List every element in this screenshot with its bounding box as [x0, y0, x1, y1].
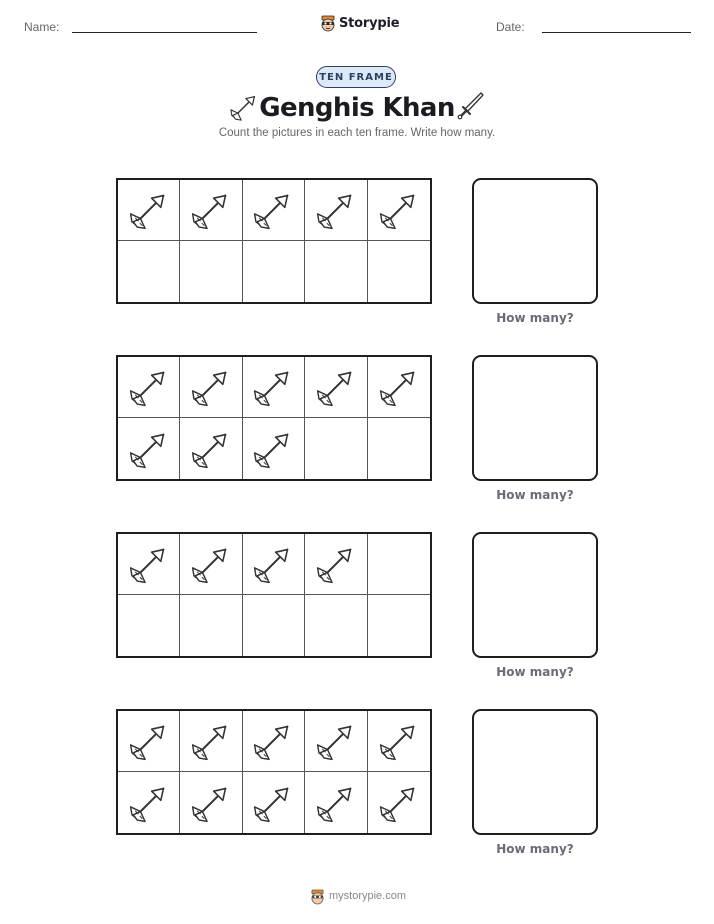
arrow-icon: [189, 543, 233, 585]
frame-cell: [243, 418, 305, 479]
arrow-icon: [377, 782, 421, 824]
frame-cell: [180, 711, 242, 772]
frame-cell: [180, 595, 242, 656]
frame-cell: [118, 595, 180, 656]
frame-cell: [368, 418, 430, 479]
frame-cell: [305, 418, 367, 479]
frame-cell: [368, 595, 430, 656]
answer-box-4[interactable]: [472, 709, 598, 835]
arrow-icon: [377, 720, 421, 762]
frame-cell: [118, 241, 180, 302]
arrow-icon: [127, 428, 171, 470]
footer-site: mystorypie.com: [329, 890, 407, 902]
frame-cell: [118, 180, 180, 241]
frame-cell: [180, 241, 242, 302]
how-many-label-2: How many?: [496, 488, 574, 502]
frame-cell: [180, 357, 242, 418]
frame-cell: [305, 772, 367, 833]
arrow-icon: [127, 782, 171, 824]
arrow-icon: [127, 720, 171, 762]
ten-frame-badge: TEN FRAME: [316, 66, 396, 88]
arrow-icon: [314, 189, 358, 231]
frame-cell: [118, 418, 180, 479]
frame-cell: [180, 534, 242, 595]
name-line[interactable]: [72, 32, 257, 33]
arrow-icon: [189, 428, 233, 470]
how-many-label-3: How many?: [496, 665, 574, 679]
name-label: Name:: [24, 20, 60, 34]
frame-cell: [305, 534, 367, 595]
answer-box-2[interactable]: [472, 355, 598, 481]
frame-cell: [305, 595, 367, 656]
brand-name: Storypie: [339, 15, 400, 31]
frame-cell: [305, 180, 367, 241]
date-label: Date:: [496, 20, 525, 34]
arrow-icon: [127, 543, 171, 585]
frame-cell: [180, 180, 242, 241]
arrow-icon: [251, 428, 295, 470]
sword-icon: [456, 90, 486, 122]
ten-frame-4: [116, 709, 432, 835]
answer-box-3[interactable]: [472, 532, 598, 658]
frame-cell: [243, 357, 305, 418]
answer-box-1[interactable]: [472, 178, 598, 304]
frame-cell: [368, 180, 430, 241]
frame-cell: [368, 241, 430, 302]
frame-cell: [305, 357, 367, 418]
ten-frame-1: [116, 178, 432, 304]
arrow-icon: [189, 366, 233, 408]
frame-cell: [243, 241, 305, 302]
arrow-icon: [251, 366, 295, 408]
frame-cell: [118, 772, 180, 833]
how-many-label-1: How many?: [496, 311, 574, 325]
how-many-label-4: How many?: [496, 842, 574, 856]
frame-cell: [243, 711, 305, 772]
ten-frame-2: [116, 355, 432, 481]
footer: [310, 886, 410, 906]
frame-cell: [368, 357, 430, 418]
arrow-icon: [314, 543, 358, 585]
frame-cell: [243, 534, 305, 595]
arrow-icon: [314, 782, 358, 824]
arrow-icon: [127, 189, 171, 231]
frame-cell: [368, 772, 430, 833]
arrow-icon: [189, 720, 233, 762]
instructions: Count the pictures in each ten frame. Write how many.: [218, 127, 496, 139]
arrow-icon: [189, 189, 233, 231]
frame-cell: [243, 180, 305, 241]
frame-cell: [180, 418, 242, 479]
frame-cell: [368, 711, 430, 772]
arrow-icon: [251, 543, 295, 585]
frame-cell: [180, 772, 242, 833]
frame-cell: [118, 534, 180, 595]
storypie-mascot-icon: [310, 888, 325, 905]
storypie-mascot-icon: [320, 14, 336, 32]
arrow-icon: [189, 782, 233, 824]
date-line[interactable]: [542, 32, 691, 33]
arrow-icon: [251, 782, 295, 824]
frame-cell: [243, 772, 305, 833]
frame-cell: [305, 241, 367, 302]
page-title: Genghis Khan: [259, 93, 455, 123]
frame-cell: [305, 711, 367, 772]
frame-cell: [243, 595, 305, 656]
arrow-icon: [127, 366, 171, 408]
frame-cell: [368, 534, 430, 595]
arrow-icon: [314, 720, 358, 762]
arrow-icon: [251, 720, 295, 762]
arrow-icon: [314, 366, 358, 408]
frame-cell: [118, 711, 180, 772]
ten-frame-3: [116, 532, 432, 658]
arrow-icon: [377, 366, 421, 408]
arrow-icon: [251, 189, 295, 231]
brand-logo: [320, 12, 400, 34]
arrow-icon: [377, 189, 421, 231]
frame-cell: [118, 357, 180, 418]
